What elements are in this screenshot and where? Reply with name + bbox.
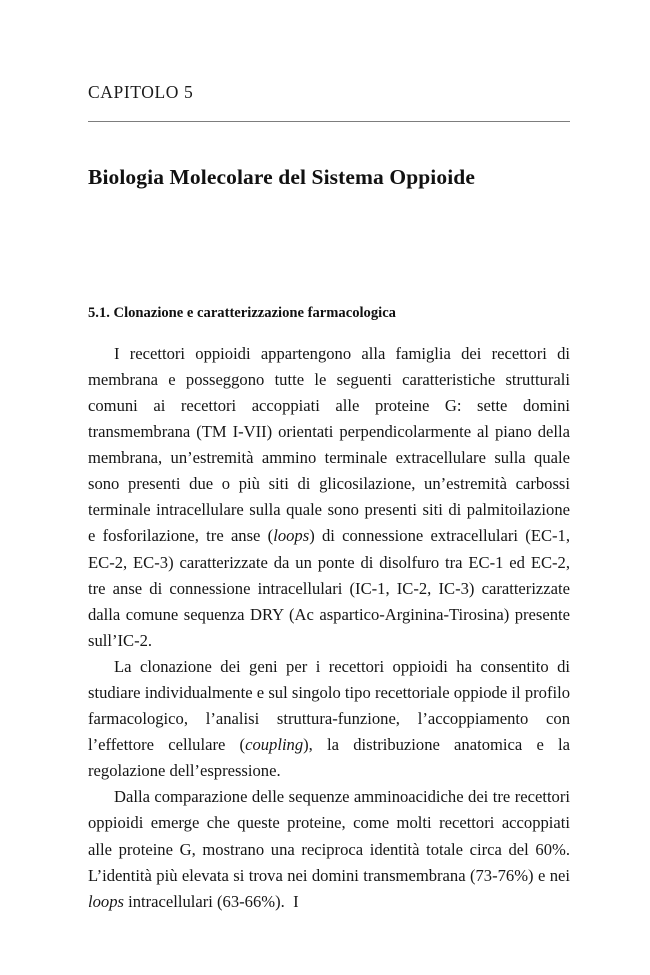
section-heading: 5.1. Clonazione e caratterizzazione farmacologica [88,304,396,321]
paragraph-3-trailing-word: I [284,891,299,911]
paragraph-1-emphasis-loops: loops [273,526,310,546]
paragraph-2-text-part-1: La clonazione dei geni per i recettori oppioidi ha consentito di studiare individualmente e sul singolo tipo recettoriale oppiode il profilo farmacologico, l’analisi struttura-funzione, l’accoppiamento con l’effettore cellulare ( [88,656,570,755]
paragraph-1-text-part-2: ) di connessione extracellulari (EC-1, EC-2, EC-3) caratterizzate da un ponte di disolfuro tra EC-1 ed EC-2, tre anse di connessione intracellulari (IC-1, IC-2, IC-3) caratterizzate dalla comune sequenza DRY (Ac aspartico-Arginina-Tirosina) presente sull’IC-2. [88,526,570,650]
paragraph-1 [88,341,570,654]
paragraph-3-emphasis-loops: loops [88,891,124,911]
chapter-label: CAPITOLO 5 [88,82,194,102]
paragraph-1-text-part-1: I recettori oppioidi appartengono alla famiglia dei recettori di membrana e posseggono tutte le seguenti caratteristiche strutturali comuni ai recettori accoppiati alle proteine G: sette domini transmembrana (TM I-VII) orientati perpendicolarmente al piano della membrana, un’estremità ammino terminale extracellulare sulla quale sono presenti due o più siti di glicosilazione, un’estremità carbossi terminale intracellulare sulla quale sono presenti siti di palmitoilazione e fosforilazione, tre anse ( [88,343,570,546]
body-text [88,323,570,915]
page-title: Biologia Molecolare del Sistema Oppioide [88,164,475,189]
paragraph-3 [88,784,570,914]
paragraph-2 [88,654,570,784]
paragraph-3-text-part-1: Dalla comparazione delle sequenze amminoacidiche dei tre recettori oppioidi emerge che queste proteine, come molti recettori accoppiati alle proteine G, mostrano una reciproca identità totale circa del 60%. L’identità più elevata si trova nei domini transmembrana (73-76%) e nei [88,787,570,885]
paragraph-2-text-part-2: ), la distribuzione anatomica e la regolazione dell’espressione. [88,735,570,781]
paragraph-2-emphasis-coupling: coupling [245,735,304,755]
page-content [88,0,570,915]
paragraph-3-text-part-2: intracellulari (63-66%). [123,891,285,911]
header-divider [88,121,570,122]
